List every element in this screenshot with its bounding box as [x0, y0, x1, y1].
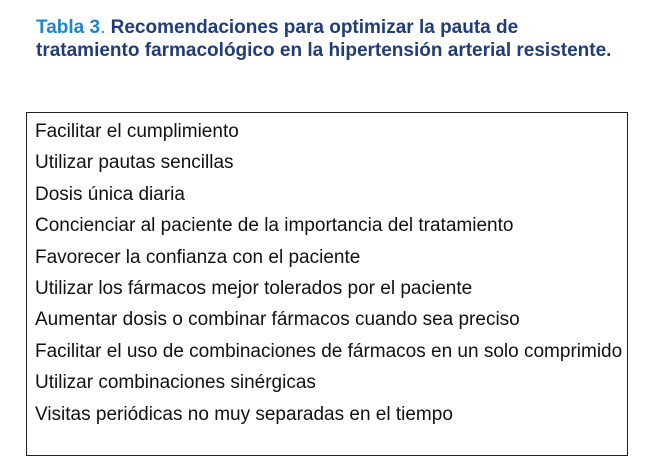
table-label: Tabla 3 [36, 17, 101, 38]
list-item: Visitas periódicas no muy separadas en el tiempo [35, 403, 453, 425]
list-item: Facilitar el uso de combinaciones de fármacos en un solo comprimido [35, 340, 623, 362]
recommendations-table [26, 112, 628, 456]
list-item: Favorecer la confianza con el paciente [35, 246, 361, 268]
list-item: Aumentar dosis o combinar fármacos cuando sea preciso [35, 309, 520, 331]
caption-separator: . [100, 17, 106, 38]
list-item: Dosis única diaria [35, 183, 185, 205]
table-title: Recomendaciones para optimizar la pauta de tratamiento farmacológico en la hipertensión arterial resistente. [36, 17, 612, 61]
list-item: Utilizar pautas sencillas [35, 152, 234, 174]
list-item: Utilizar los fármacos mejor tolerados por el paciente [35, 277, 473, 299]
recommendations-list [35, 120, 627, 427]
table-caption [36, 16, 626, 62]
list-item: Utilizar combinaciones sinérgicas [35, 372, 316, 394]
list-item: Facilitar el cumplimiento [35, 121, 239, 142]
list-item: Concienciar al paciente de la importancia del tratamiento [35, 215, 514, 237]
